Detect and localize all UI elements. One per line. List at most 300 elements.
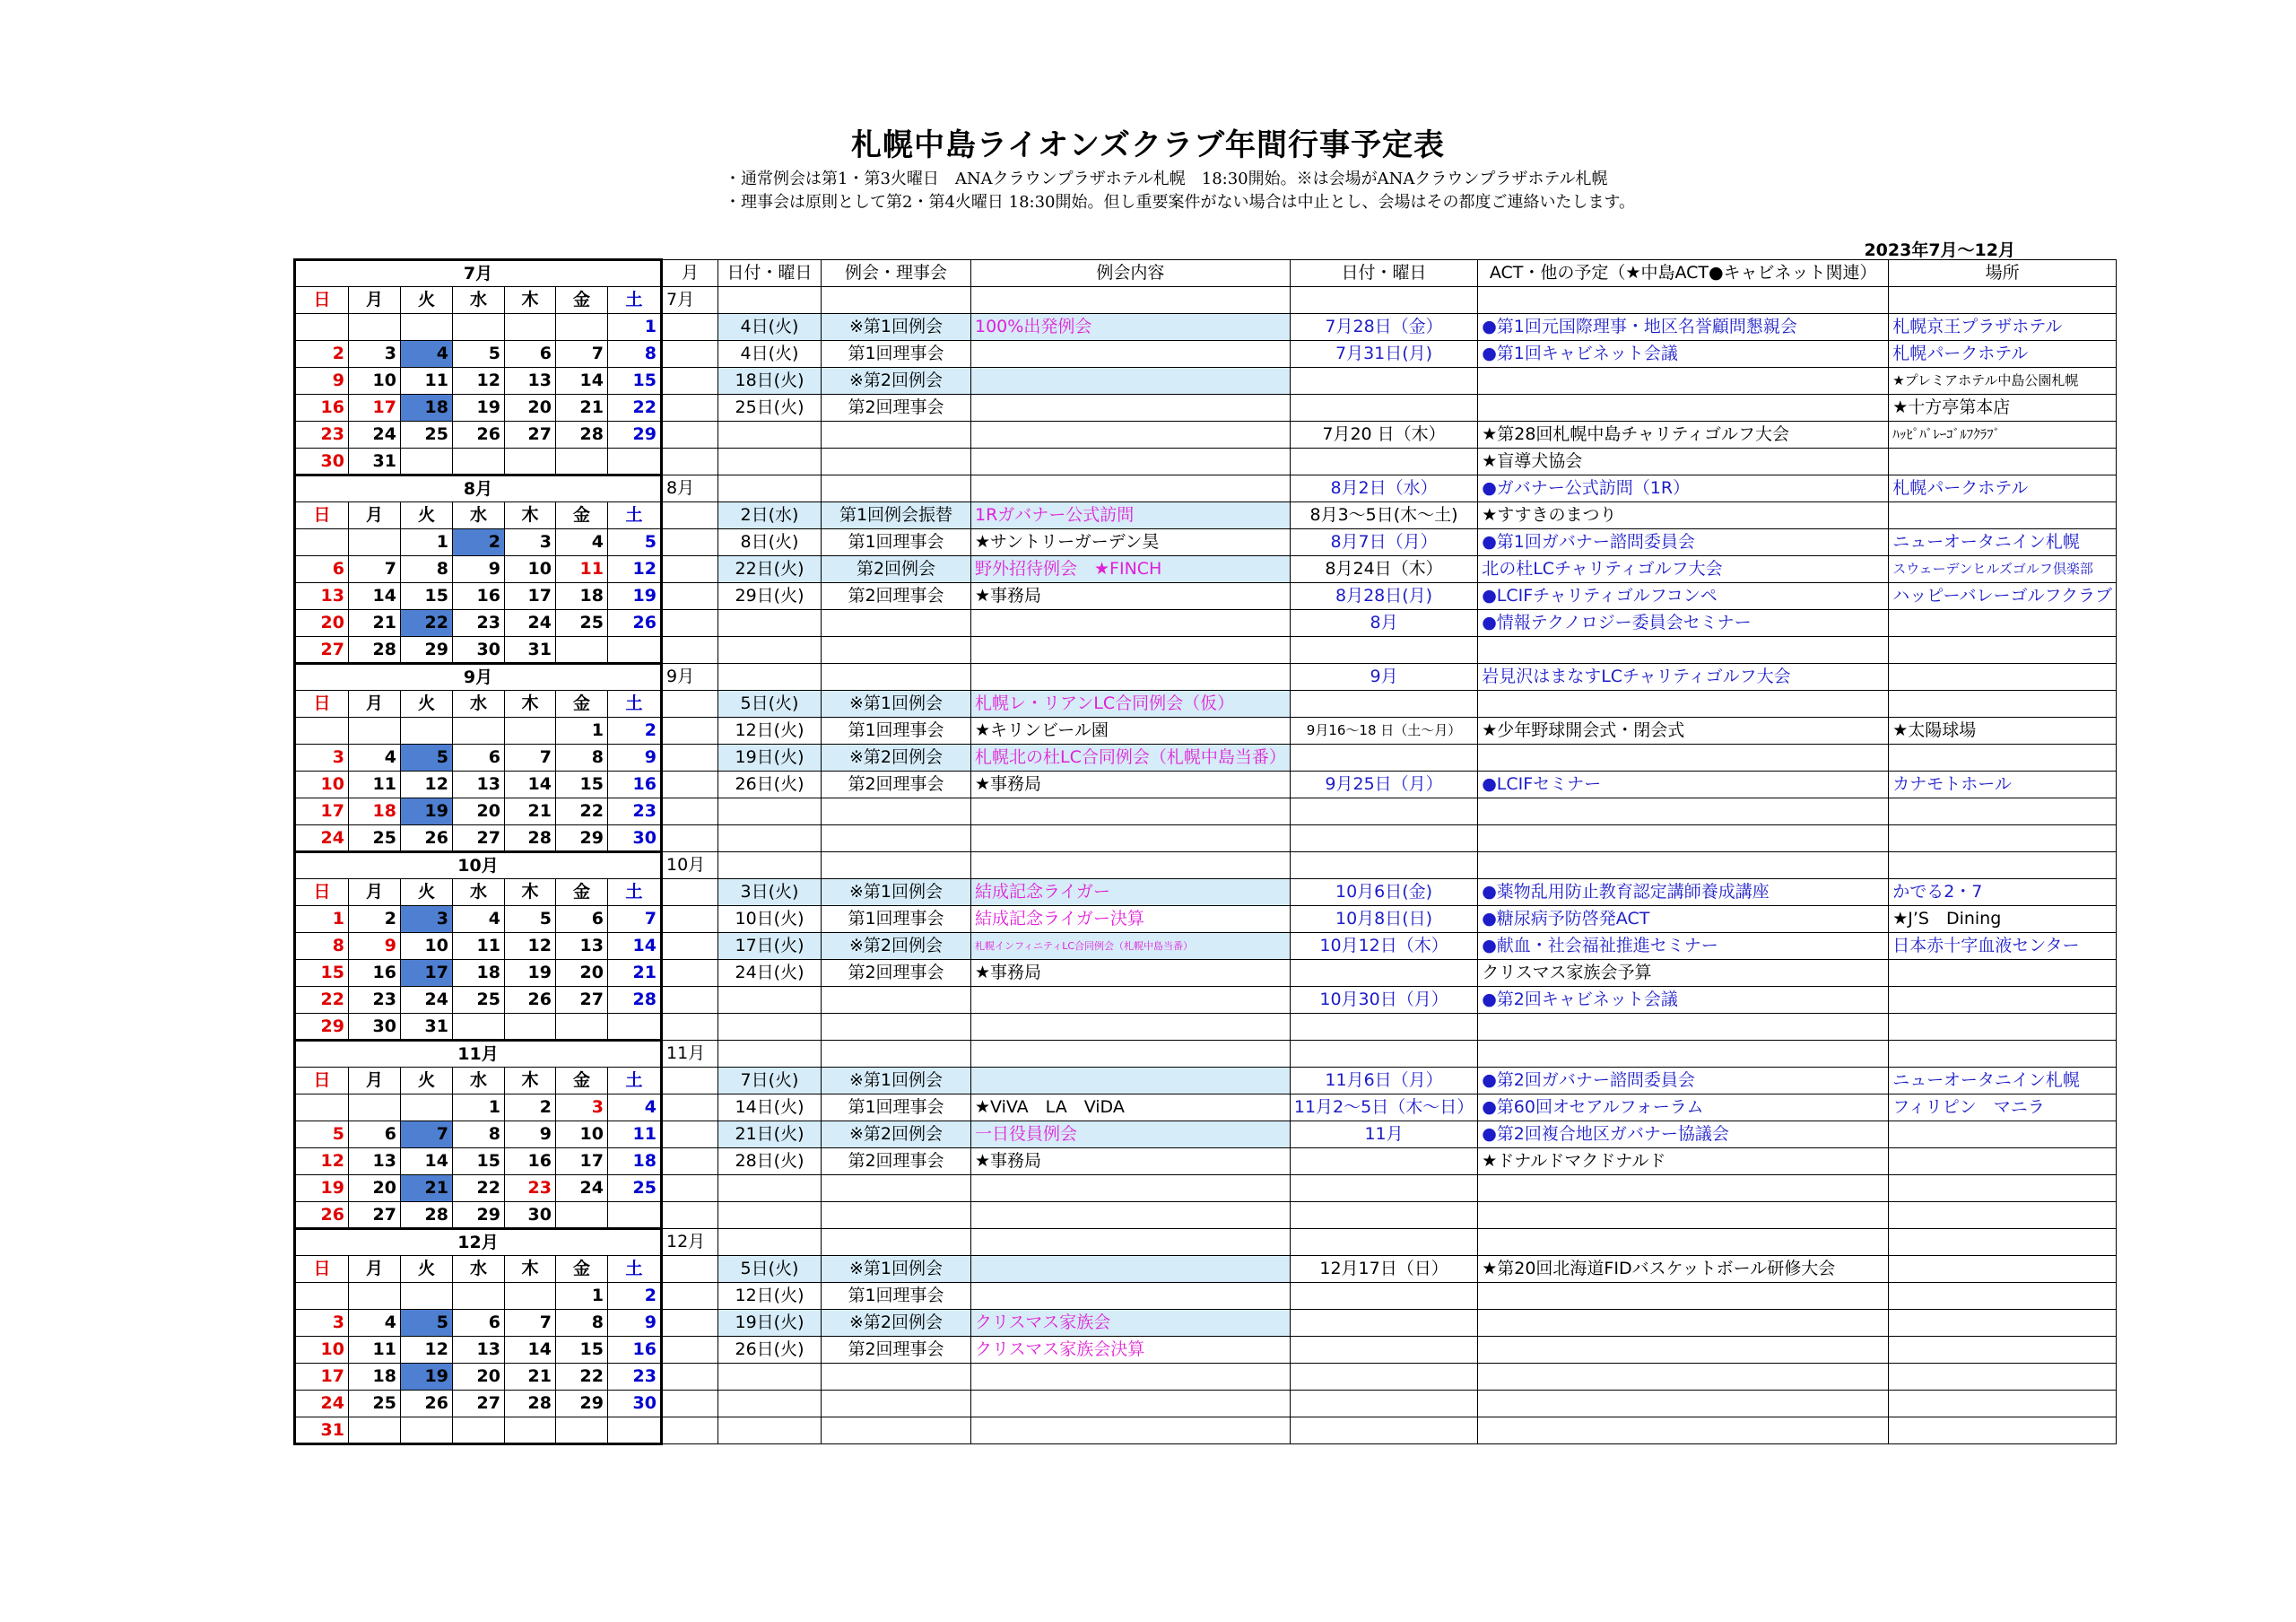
content-cell — [971, 1041, 1291, 1068]
table-row — [295, 1283, 2117, 1310]
table-row — [295, 1229, 2117, 1256]
day-cell — [556, 314, 608, 341]
day-cell: 16 — [608, 772, 662, 798]
act-date-cell — [1290, 395, 1477, 422]
month-title: 9月 — [295, 664, 662, 691]
content-cell — [971, 1175, 1291, 1202]
day-cell: 23 — [608, 798, 662, 825]
act-cell — [1478, 798, 1889, 825]
day-cell: 28 — [505, 1391, 556, 1417]
place-cell: ★プレミアホテル中島公園札幌 — [1889, 368, 2117, 395]
header-date: 日付・曜日 — [718, 260, 822, 287]
weekday-cell: 土 — [608, 502, 662, 529]
act-cell: ★すすきのまつり — [1478, 502, 1889, 529]
day-cell: 29 — [295, 1014, 349, 1041]
day-cell: 25 — [349, 825, 401, 852]
date-cell: 12日(火) — [718, 1283, 822, 1310]
date-cell: 25日(火) — [718, 395, 822, 422]
place-cell — [1889, 1014, 2117, 1041]
day-cell: 19 — [401, 1364, 453, 1391]
weekday-cell: 日 — [295, 502, 349, 529]
content-cell: 野外招待例会 ★FINCH — [971, 556, 1291, 583]
day-cell: 8 — [556, 745, 608, 772]
day-cell: 20 — [453, 798, 505, 825]
meeting-cell — [822, 825, 971, 852]
day-cell: 10 — [401, 933, 453, 960]
day-cell: 4 — [349, 1310, 401, 1337]
day-cell: 25 — [349, 1391, 401, 1417]
weekday-cell: 金 — [556, 1068, 608, 1094]
month-cell — [662, 610, 718, 637]
act-date-cell — [1290, 1310, 1477, 1337]
day-cell: 11 — [401, 368, 453, 395]
table-row — [295, 368, 2117, 395]
day-cell — [453, 314, 505, 341]
day-cell: 9 — [295, 368, 349, 395]
date-cell — [718, 798, 822, 825]
day-cell: 25 — [401, 422, 453, 449]
day-cell: 8 — [608, 341, 662, 368]
day-cell: 15 — [608, 368, 662, 395]
day-cell: 7 — [505, 745, 556, 772]
act-date-cell — [1290, 1417, 1477, 1444]
day-cell: 14 — [556, 368, 608, 395]
place-cell: ﾊｯﾋﾟﾊﾞﾚｰｺﾞﾙﾌｸﾗﾌﾞ — [1889, 422, 2117, 449]
act-date-cell — [1290, 287, 1477, 314]
place-cell — [1889, 852, 2117, 879]
meeting-cell — [822, 637, 971, 664]
act-date-cell: 10月30日（月） — [1290, 987, 1477, 1014]
day-cell: 27 — [453, 1391, 505, 1417]
day-cell: 28 — [401, 1202, 453, 1229]
act-date-cell — [1290, 691, 1477, 718]
day-cell: 13 — [295, 583, 349, 610]
meeting-cell — [822, 664, 971, 691]
date-cell: 5日(火) — [718, 691, 822, 718]
day-cell: 29 — [556, 1391, 608, 1417]
day-cell: 20 — [453, 1364, 505, 1391]
meeting-cell — [822, 1041, 971, 1068]
act-cell: クリスマス家族会予算 — [1478, 960, 1889, 987]
day-cell — [556, 449, 608, 475]
date-cell: 2日(水) — [718, 502, 822, 529]
place-cell — [1889, 287, 2117, 314]
day-cell: 21 — [556, 395, 608, 422]
header-month: 月 — [662, 260, 718, 287]
day-cell: 27 — [556, 987, 608, 1014]
day-cell: 2 — [453, 529, 505, 556]
day-cell: 8 — [295, 933, 349, 960]
month-cell: 9月 — [662, 664, 718, 691]
day-cell — [453, 718, 505, 745]
date-cell: 19日(火) — [718, 745, 822, 772]
day-cell: 19 — [401, 798, 453, 825]
act-date-cell — [1290, 745, 1477, 772]
date-cell — [718, 1041, 822, 1068]
day-cell: 24 — [401, 987, 453, 1014]
day-cell — [505, 314, 556, 341]
month-cell — [662, 1391, 718, 1417]
weekday-cell: 木 — [505, 1256, 556, 1283]
day-cell: 24 — [295, 825, 349, 852]
act-cell: ●第1回元国際理事・地区名誉顧問懇親会 — [1478, 314, 1889, 341]
date-cell: 21日(火) — [718, 1121, 822, 1148]
act-cell — [1478, 1229, 1889, 1256]
day-cell: 27 — [349, 1202, 401, 1229]
content-cell: 100%出発例会 — [971, 314, 1291, 341]
table-row — [295, 933, 2117, 960]
date-cell: 18日(火) — [718, 368, 822, 395]
table-row — [295, 583, 2117, 610]
act-cell — [1478, 1391, 1889, 1417]
act-cell: ●第1回キャビネット会議 — [1478, 341, 1889, 368]
day-cell: 14 — [505, 772, 556, 798]
day-cell: 2 — [608, 1283, 662, 1310]
act-date-cell: 7月28日（金） — [1290, 314, 1477, 341]
act-cell — [1478, 1417, 1889, 1444]
day-cell: 16 — [453, 583, 505, 610]
period-label: 2023年7月～12月 — [1864, 240, 2015, 260]
date-cell: 4日(火) — [718, 341, 822, 368]
day-cell — [295, 314, 349, 341]
content-cell — [971, 1068, 1291, 1094]
day-cell: 11 — [556, 556, 608, 583]
act-date-cell — [1290, 1202, 1477, 1229]
day-cell: 1 — [453, 1094, 505, 1121]
day-cell: 16 — [608, 1337, 662, 1364]
day-cell: 12 — [608, 556, 662, 583]
notes — [725, 168, 1635, 214]
act-cell: ●第2回キャビネット会議 — [1478, 987, 1889, 1014]
day-cell: 18 — [349, 1364, 401, 1391]
place-cell — [1889, 798, 2117, 825]
place-cell: ★太陽球場 — [1889, 718, 2117, 745]
day-cell: 13 — [453, 772, 505, 798]
content-cell: 結成記念ライガー — [971, 879, 1291, 906]
day-cell: 18 — [556, 583, 608, 610]
day-cell: 3 — [505, 529, 556, 556]
meeting-cell — [822, 1364, 971, 1391]
month-cell — [662, 987, 718, 1014]
table-row — [295, 718, 2117, 745]
act-cell: ●糖尿病予防啓発ACT — [1478, 906, 1889, 933]
month-cell: 7月 — [662, 287, 718, 314]
day-cell: 7 — [608, 906, 662, 933]
day-cell: 6 — [295, 556, 349, 583]
page-title: 札幌中島ライオンズクラブ年間行事予定表 — [851, 127, 1445, 163]
month-cell — [662, 1283, 718, 1310]
meeting-cell: 第2回理事会 — [822, 960, 971, 987]
month-cell — [662, 1202, 718, 1229]
day-cell: 3 — [401, 906, 453, 933]
day-cell: 26 — [295, 1202, 349, 1229]
day-cell: 15 — [401, 583, 453, 610]
table-row — [295, 1148, 2117, 1175]
day-cell: 22 — [556, 798, 608, 825]
act-date-cell — [1290, 368, 1477, 395]
day-cell: 23 — [453, 610, 505, 637]
weekday-cell: 火 — [401, 287, 453, 314]
day-cell: 31 — [505, 637, 556, 664]
day-cell: 3 — [349, 341, 401, 368]
content-cell: 一日役員例会 — [971, 1121, 1291, 1148]
content-cell — [971, 825, 1291, 852]
day-cell — [349, 718, 401, 745]
meeting-cell: 第2回例会 — [822, 556, 971, 583]
month-cell — [662, 718, 718, 745]
month-cell — [662, 583, 718, 610]
month-cell — [662, 422, 718, 449]
month-cell — [662, 395, 718, 422]
date-cell — [718, 610, 822, 637]
day-cell: 10 — [505, 556, 556, 583]
act-cell — [1478, 745, 1889, 772]
place-cell: 札幌京王プラザホテル — [1889, 314, 2117, 341]
table-row — [295, 502, 2117, 529]
day-cell: 22 — [556, 1364, 608, 1391]
day-cell: 6 — [349, 1121, 401, 1148]
day-cell: 9 — [505, 1121, 556, 1148]
act-cell — [1478, 1202, 1889, 1229]
date-cell: 29日(火) — [718, 583, 822, 610]
content-cell — [971, 1229, 1291, 1256]
day-cell: 24 — [505, 610, 556, 637]
day-cell: 20 — [295, 610, 349, 637]
meeting-cell — [822, 1202, 971, 1229]
day-cell: 27 — [453, 825, 505, 852]
table-row — [295, 691, 2117, 718]
date-cell: 12日(火) — [718, 718, 822, 745]
day-cell: 30 — [295, 449, 349, 475]
weekday-cell: 月 — [349, 879, 401, 906]
weekday-cell: 金 — [556, 287, 608, 314]
day-cell — [608, 1417, 662, 1444]
day-cell: 5 — [505, 906, 556, 933]
weekday-cell: 土 — [608, 691, 662, 718]
act-cell: ●情報テクノロジー委員会セミナー — [1478, 610, 1889, 637]
act-cell: ●ガバナー公式訪問（1R） — [1478, 475, 1889, 502]
meeting-cell — [822, 422, 971, 449]
act-cell: ●第60回オセアルフォーラム — [1478, 1094, 1889, 1121]
content-cell: ★ViVA LA ViDA — [971, 1094, 1291, 1121]
act-date-cell: 7月20 日（木） — [1290, 422, 1477, 449]
weekday-cell: 火 — [401, 879, 453, 906]
act-cell — [1478, 1310, 1889, 1337]
weekday-cell: 金 — [556, 502, 608, 529]
day-cell: 30 — [608, 1391, 662, 1417]
content-cell — [971, 1364, 1291, 1391]
meeting-cell — [822, 1391, 971, 1417]
meeting-cell: 第1回理事会 — [822, 1283, 971, 1310]
weekday-cell: 土 — [608, 287, 662, 314]
place-cell: スウェーデンヒルズゴルフ倶楽部 — [1889, 556, 2117, 583]
table-row — [295, 341, 2117, 368]
date-cell: 24日(火) — [718, 960, 822, 987]
month-cell — [662, 798, 718, 825]
date-cell: 8日(火) — [718, 529, 822, 556]
table-row — [295, 449, 2117, 475]
place-cell — [1889, 1121, 2117, 1148]
day-cell: 24 — [556, 1175, 608, 1202]
day-cell: 10 — [295, 772, 349, 798]
place-cell: ニューオータニイン札幌 — [1889, 1068, 2117, 1094]
month-cell — [662, 1014, 718, 1041]
day-cell: 24 — [295, 1391, 349, 1417]
day-cell: 26 — [401, 825, 453, 852]
month-cell — [662, 556, 718, 583]
date-cell: 7日(火) — [718, 1068, 822, 1094]
place-cell — [1889, 1202, 2117, 1229]
act-cell: ★盲導犬協会 — [1478, 449, 1889, 475]
place-cell: ニューオータニイン札幌 — [1889, 529, 2117, 556]
header-meeting: 例会・理事会 — [822, 260, 971, 287]
month-cell — [662, 933, 718, 960]
day-cell: 23 — [505, 1175, 556, 1202]
header-content: 例会内容 — [971, 260, 1291, 287]
day-cell: 22 — [401, 610, 453, 637]
meeting-cell: ※第1回例会 — [822, 314, 971, 341]
table-row — [295, 395, 2117, 422]
date-cell — [718, 664, 822, 691]
act-cell — [1478, 1175, 1889, 1202]
act-cell — [1478, 691, 1889, 718]
day-cell — [453, 449, 505, 475]
day-cell: 25 — [608, 1175, 662, 1202]
act-date-cell — [1290, 852, 1477, 879]
place-cell — [1889, 637, 2117, 664]
table-row — [295, 610, 2117, 637]
content-cell — [971, 798, 1291, 825]
place-cell: 札幌パークホテル — [1889, 341, 2117, 368]
act-cell — [1478, 1364, 1889, 1391]
date-cell: 26日(火) — [718, 1337, 822, 1364]
place-cell — [1889, 825, 2117, 852]
day-cell: 4 — [453, 906, 505, 933]
day-cell: 30 — [505, 1202, 556, 1229]
day-cell: 18 — [608, 1148, 662, 1175]
act-date-cell: 10月8日(日) — [1290, 906, 1477, 933]
place-cell — [1889, 1041, 2117, 1068]
content-cell — [971, 368, 1291, 395]
act-date-cell: 8月 — [1290, 610, 1477, 637]
place-cell — [1889, 691, 2117, 718]
day-cell: 12 — [453, 368, 505, 395]
meeting-cell: ※第2回例会 — [822, 745, 971, 772]
content-cell: ★事務局 — [971, 583, 1291, 610]
day-cell — [295, 718, 349, 745]
content-cell — [971, 987, 1291, 1014]
day-cell: 19 — [453, 395, 505, 422]
day-cell — [505, 449, 556, 475]
act-date-cell: 11月6日（月） — [1290, 1068, 1477, 1094]
month-title: 11月 — [295, 1041, 662, 1068]
day-cell — [608, 449, 662, 475]
day-cell: 9 — [453, 556, 505, 583]
date-cell — [718, 987, 822, 1014]
table-row — [295, 798, 2117, 825]
day-cell: 28 — [608, 987, 662, 1014]
header-place: 場所 — [1889, 260, 2117, 287]
day-cell: 31 — [349, 449, 401, 475]
weekday-cell: 水 — [453, 287, 505, 314]
act-cell: ●第2回複合地区ガバナー協議会 — [1478, 1121, 1889, 1148]
act-date-cell: 8月3～5日(木～土) — [1290, 502, 1477, 529]
day-cell: 18 — [453, 960, 505, 987]
place-cell: 札幌パークホテル — [1889, 475, 2117, 502]
weekday-cell: 月 — [349, 1068, 401, 1094]
day-cell: 10 — [349, 368, 401, 395]
meeting-cell — [822, 475, 971, 502]
month-title: 12月 — [295, 1229, 662, 1256]
weekday-cell: 木 — [505, 502, 556, 529]
place-cell — [1889, 1337, 2117, 1364]
table-row — [295, 1337, 2117, 1364]
month-cell: 11月 — [662, 1041, 718, 1068]
note-line: ・理事会は原則として第2・第4火曜日 18:30開始。但し重要案件がない場合は中止とし、会場はその都度ご連絡いたします。 — [725, 193, 1636, 212]
table-row — [295, 314, 2117, 341]
month-cell — [662, 1310, 718, 1337]
content-cell — [971, 341, 1291, 368]
day-cell: 3 — [295, 745, 349, 772]
month-cell: 8月 — [662, 475, 718, 502]
month-cell — [662, 960, 718, 987]
day-cell: 4 — [401, 341, 453, 368]
weekday-cell: 火 — [401, 691, 453, 718]
day-cell: 3 — [295, 1310, 349, 1337]
table-row — [295, 1094, 2117, 1121]
act-cell — [1478, 1337, 1889, 1364]
date-cell: 10日(火) — [718, 906, 822, 933]
day-cell: 2 — [349, 906, 401, 933]
act-cell — [1478, 637, 1889, 664]
day-cell: 3 — [556, 1094, 608, 1121]
day-cell: 26 — [453, 422, 505, 449]
content-cell — [971, 1391, 1291, 1417]
day-cell: 18 — [401, 395, 453, 422]
weekday-cell: 木 — [505, 1068, 556, 1094]
content-cell: ★サントリーガーデン昊 — [971, 529, 1291, 556]
table-row — [295, 664, 2117, 691]
place-cell — [1889, 1417, 2117, 1444]
place-cell: フィリピン マニラ — [1889, 1094, 2117, 1121]
day-cell: 27 — [295, 637, 349, 664]
place-cell — [1889, 664, 2117, 691]
content-cell: クリスマス家族会決算 — [971, 1337, 1291, 1364]
day-cell: 9 — [349, 933, 401, 960]
day-cell: 17 — [505, 583, 556, 610]
place-cell — [1889, 449, 2117, 475]
day-cell: 15 — [295, 960, 349, 987]
day-cell: 15 — [556, 772, 608, 798]
content-cell — [971, 475, 1291, 502]
weekday-cell: 土 — [608, 879, 662, 906]
day-cell: 12 — [295, 1148, 349, 1175]
day-cell: 20 — [505, 395, 556, 422]
place-cell: ハッピーバレーゴルフクラブ — [1889, 583, 2117, 610]
place-cell — [1889, 1256, 2117, 1283]
act-cell — [1478, 368, 1889, 395]
content-cell — [971, 852, 1291, 879]
weekday-cell: 水 — [453, 502, 505, 529]
meeting-cell: ※第2回例会 — [822, 1310, 971, 1337]
table-row — [295, 987, 2117, 1014]
act-cell: ●LCIFチャリティゴルフコンペ — [1478, 583, 1889, 610]
act-date-cell — [1290, 1283, 1477, 1310]
day-cell: 19 — [295, 1175, 349, 1202]
day-cell — [608, 1014, 662, 1041]
month-cell: 10月 — [662, 852, 718, 879]
table-row — [295, 1391, 2117, 1417]
